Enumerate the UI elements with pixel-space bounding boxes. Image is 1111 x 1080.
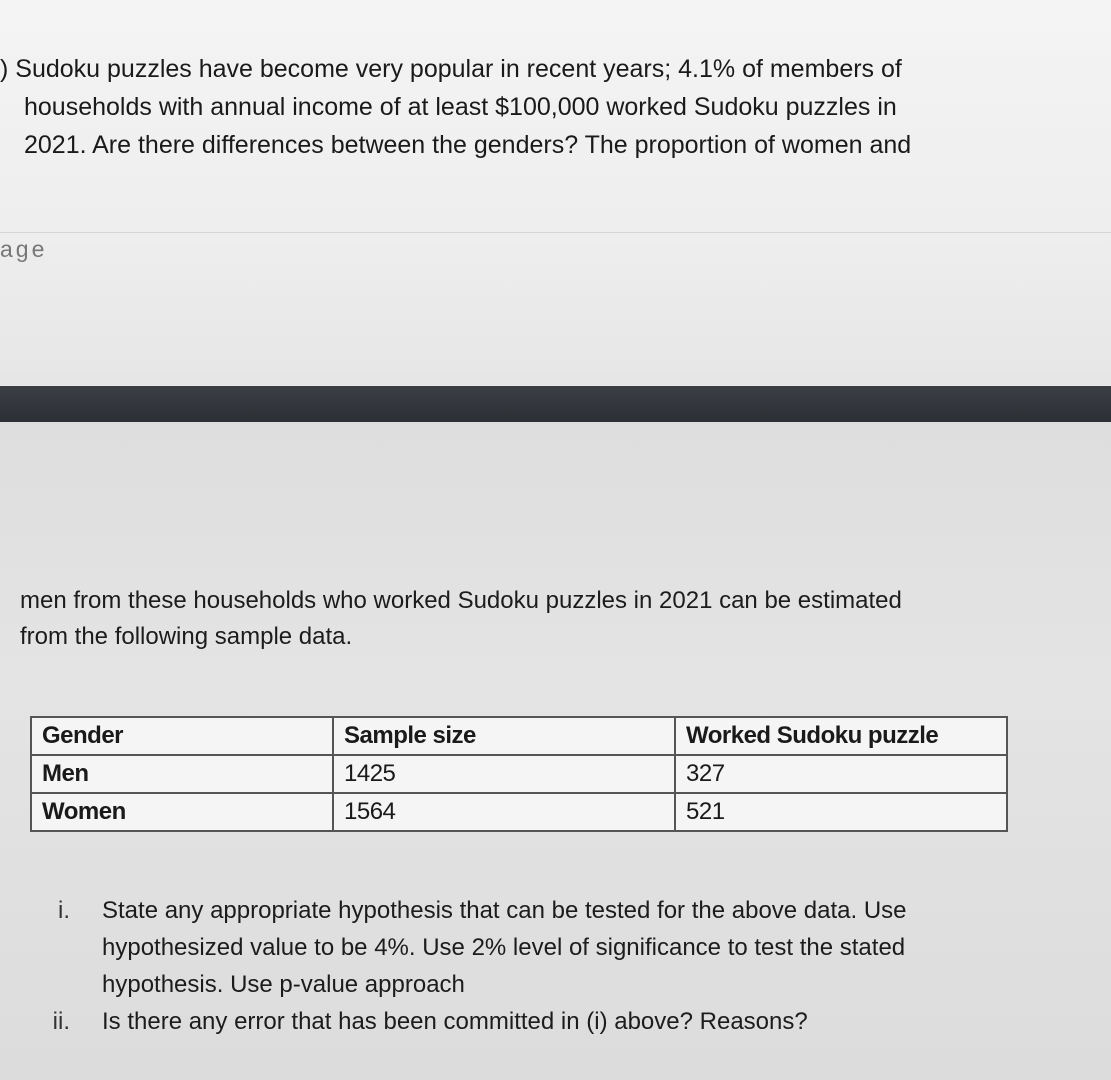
subquestion <box>40 892 1020 1003</box>
cell-worked-sudoku: 327 <box>675 755 1007 793</box>
subquestion-line: State any appropriate hypothesis that can be tested for the above data. Use <box>102 897 907 924</box>
header-gender: Gender <box>31 717 333 755</box>
subquestion-number: i. <box>58 897 70 924</box>
intro-line: ⁠) Sudoku puzzles have become very popular in recent years; 4.1% of members of <box>0 55 902 83</box>
table-row <box>31 755 1007 793</box>
header-sample-size: Sample size <box>333 717 675 755</box>
table-header-row <box>31 717 1007 755</box>
page-break-bar <box>0 386 1111 422</box>
subquestion-line: Is there any error that has been committed in (i) above? Reasons? <box>102 1008 808 1035</box>
question-continuation <box>20 583 1030 655</box>
cell-gender: Women <box>31 793 333 831</box>
sample-data-table <box>30 716 1008 832</box>
cell-gender: Men <box>31 755 333 793</box>
intro-line: 2021. Are there differences between the genders? The proportion of women and <box>24 131 912 159</box>
divider <box>0 232 1111 233</box>
subquestion-line: hypothesis. Use p-value approach <box>102 971 465 998</box>
question-intro <box>0 50 1040 164</box>
continuation-line: from the following sample data. <box>20 623 353 650</box>
cell-worked-sudoku: 521 <box>675 793 1007 831</box>
intro-line: households with annual income of at least $100,000 worked Sudoku puzzles in <box>24 93 897 121</box>
header-worked-sudoku: Worked Sudoku puzzle <box>675 717 1007 755</box>
subquestion-line: hypothesized value to be 4%. Use 2% level of significance to test the stated <box>102 934 906 961</box>
cell-sample-size: 1425 <box>333 755 675 793</box>
subquestion-number: ii. <box>52 1008 70 1035</box>
subquestion <box>40 1003 1020 1040</box>
page-label-fragment: age <box>0 236 48 262</box>
continuation-line: men from these households who worked Sudoku puzzles in 2021 can be estimated <box>20 587 902 614</box>
subquestion-list <box>40 892 1020 1040</box>
table-row <box>31 793 1007 831</box>
cell-sample-size: 1564 <box>333 793 675 831</box>
